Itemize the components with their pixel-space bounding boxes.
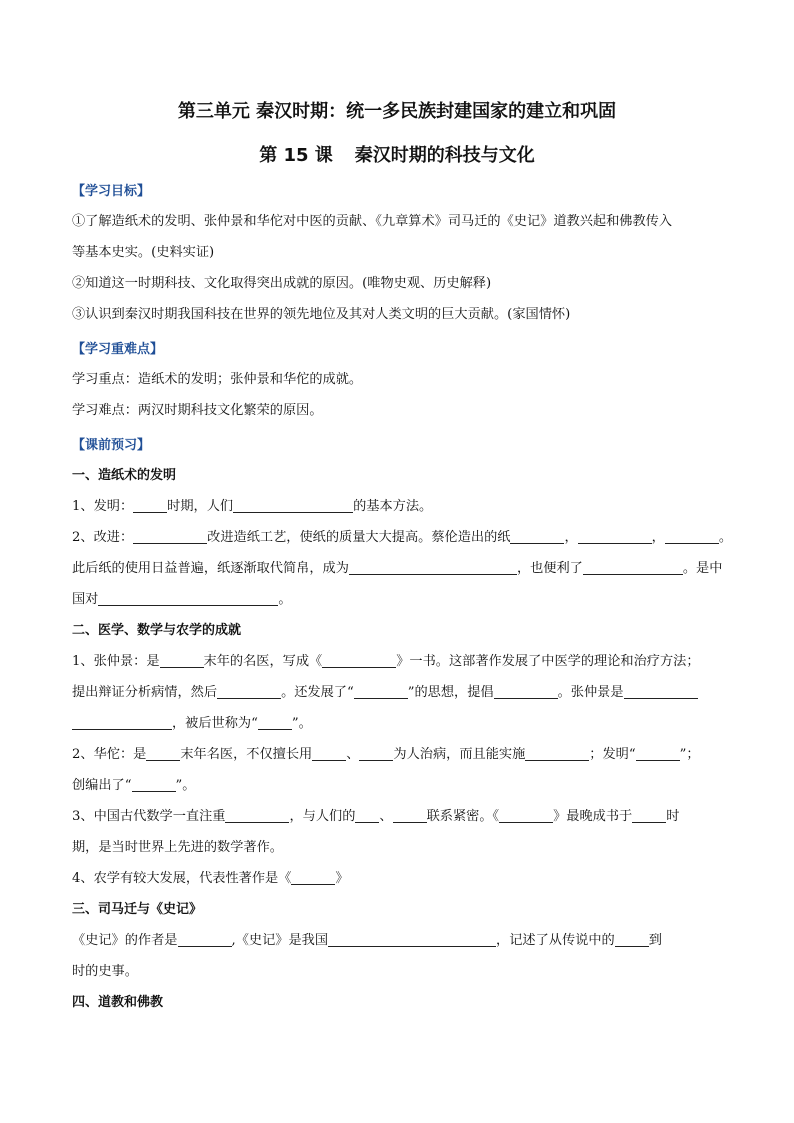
s2-line-5: 创编出了“ ”。 [72, 778, 196, 793]
blank[interactable] [217, 684, 281, 699]
s2-line-1: 1、张仲景：是 末年的名医，写成《 》一书。这部著作发展了中医学的理论和治疗方法； [72, 654, 700, 669]
blank[interactable] [578, 529, 652, 544]
s3-line-2: 时的史事。 [72, 964, 138, 979]
s1-line-3: 此后纸的使用日益普遍，纸逐渐取代简帛，成为 ，也便利了 。是中 [72, 561, 723, 576]
blank[interactable] [494, 684, 558, 699]
blank[interactable] [291, 870, 335, 885]
blank[interactable] [132, 777, 176, 792]
learning-goals-heading: 【学习目标】 [72, 184, 151, 199]
goal-1-cont: 等基本史实。(史料实证) [72, 245, 215, 260]
blank[interactable] [510, 529, 564, 544]
blank[interactable] [160, 653, 204, 668]
s3-line-1: 《史记》的作者是 ,《史记》是我国 ，记述了从传说中的 到 [72, 933, 662, 948]
blank[interactable] [98, 591, 278, 606]
s2-line-8: 4、农学有较大发展，代表性著作是《 》 [72, 871, 349, 886]
blank[interactable] [499, 808, 553, 823]
blank[interactable] [636, 746, 680, 761]
blank[interactable] [624, 684, 698, 699]
key-point: 学习重点：造纸术的发明；张仲景和华佗的成就。 [72, 372, 363, 387]
blank[interactable] [393, 808, 427, 823]
lesson-name: 秦汉时期的科技与文化 [354, 145, 535, 166]
blank[interactable] [178, 932, 232, 947]
goal-1: ①了解造纸术的发明、张仲景和华佗对中医的贡献、《九章算术》司马迁的《史记》道教兴起和佛教传入 [72, 214, 673, 229]
key-points-heading: 【学习重难点】 [72, 342, 164, 357]
blank[interactable] [322, 653, 396, 668]
blank[interactable] [133, 498, 167, 513]
section-2-title: 二、医学、数学与农学的成就 [72, 623, 242, 638]
blank[interactable] [233, 498, 353, 513]
blank[interactable] [312, 746, 346, 761]
blank[interactable] [72, 715, 172, 730]
blank[interactable] [665, 529, 719, 544]
blank[interactable] [133, 529, 207, 544]
blank[interactable] [146, 746, 180, 761]
blank[interactable] [349, 560, 517, 575]
goal-2: ②知道这一时期科技、文化取得突出成就的原因。(唯物史观、历史解释) [72, 276, 492, 291]
s1-line-2: 2、改进： 改进造纸工艺，使纸的质量大大提高。蔡伦造出的纸 ， ， 。 [72, 530, 733, 545]
s1-line-1: 1、发明： 时期，人们 的基本方法。 [72, 499, 433, 514]
blank[interactable] [328, 932, 496, 947]
blank[interactable] [258, 715, 292, 730]
blank[interactable] [359, 746, 393, 761]
s1-line-4: 国对 。 [72, 592, 292, 607]
s2-line-2: 提出辩证分析病情，然后 。还发展了“ ”的思想，提倡 。张仲景是 [72, 677, 722, 708]
lesson-number: 第 15 课 [259, 145, 333, 166]
blank[interactable] [354, 684, 408, 699]
s2-line-7: 期，是当时世界上先进的数学著作。 [72, 840, 283, 855]
section-3-title: 三、司马迁与《史记》 [72, 902, 203, 917]
lesson-title [72, 144, 722, 168]
section-4-title: 四、道教和佛教 [72, 995, 164, 1010]
blank[interactable] [225, 808, 289, 823]
blank[interactable] [632, 808, 666, 823]
s2-line-3: ，被后世称为“ ”。 [72, 708, 722, 739]
blank[interactable] [615, 932, 649, 947]
preview-heading: 【课前预习】 [72, 438, 151, 453]
blank[interactable] [583, 560, 683, 575]
s2-line-4: 2、华佗：是 末年名医，不仅擅长用 、 为人治病，而且能实施 ；发明“ ”； [72, 747, 700, 762]
unit-title: 第三单元 秦汉时期：统一多民族封建国家的建立和巩固 [177, 101, 617, 122]
difficult-point: 学习难点：两汉时期科技文化繁荣的原因。 [72, 403, 323, 418]
goal-3: ③认识到秦汉时期我国科技在世界的领先地位及其对人类文明的巨大贡献。(家国情怀) [72, 307, 571, 322]
blank[interactable] [355, 808, 379, 823]
blank[interactable] [525, 746, 589, 761]
section-1-title: 一、造纸术的发明 [72, 468, 177, 483]
s2-line-6: 3、中国古代数学一直注重 ，与人们的 、 联系紧密。《 》最晚成书于 时 [72, 809, 680, 824]
